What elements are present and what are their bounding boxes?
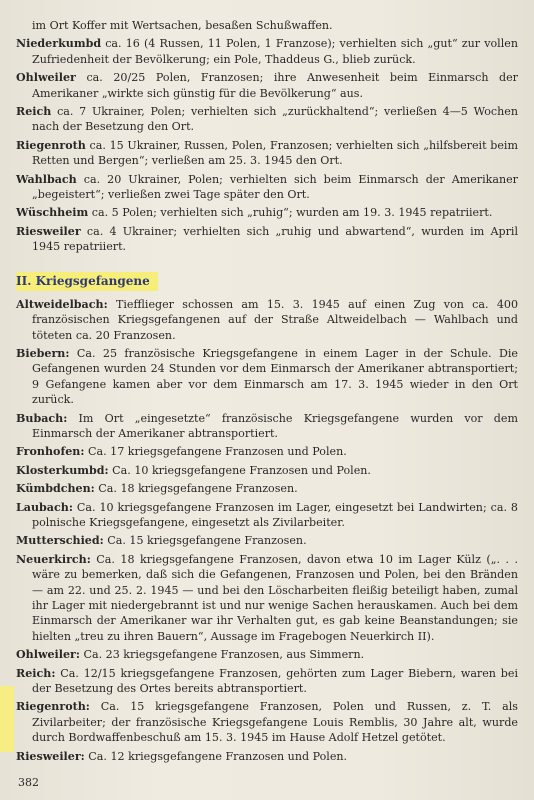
entry-mutterschied: Mutterschied: Ca. 15 kriegsgefangene Franzosen. [16, 534, 307, 548]
place-name: Wahlbach [16, 172, 77, 186]
place-name: Reich [16, 105, 52, 119]
place-name: Altweidelbach: [16, 297, 108, 311]
place-name: Ohlweiler [16, 71, 76, 85]
entry-altweidelbach: Altweidelbach: Tiefflieger schossen am 15. 3. 1945 auf einen Zug von ca. 400 französischen Kriegsgefangenen auf der Straße Altweidelbach — Wahlbach und töteten ca. 20 Franzosen. [16, 297, 518, 342]
entry-reich-pow: Reich: Ca. 12/15 kriegsgefangene Franzosen, gehörten zum Lager Biebern, waren bei der Besetzung des Ortes bereits abtransportiert. [16, 666, 518, 696]
entry-bubach: Bubach: Im Ort „eingesetzte“ französische Kriegsgefangene wurden vor dem Einmarsch der Amerikaner abtransportiert. [16, 411, 518, 440]
place-name: Ohlweiler: [16, 648, 80, 662]
place-name: Laubach: [16, 500, 73, 514]
entry-biebern: Biebern: Ca. 25 französische Kriegsgefangene in einem Lager in der Schule. Die Gefangenen wurden 24 Stunden vor dem Einmarsch der Amerikaner abtransportiert; 9 Gefangene kamen aber vor dem Einmarsch am 17. 3. 1945 wieder in den Ort zurück. [16, 346, 518, 407]
entry-niederkumbd: Niederkumbd ca. 16 (4 Russen, 11 Polen, 1 Franzose); verhielten sich „gut“ zur vollen Zufriedenheit der Bevölkerung; ein Pole, Thaddeus G., blieb zurück. [16, 37, 518, 66]
entry-wueschheim: Wüschheim ca. 5 Polen; verhielten sich „ruhig“; wurden am 19. 3. 1945 repatriiert. [16, 206, 493, 220]
entry-riegenroth: Riegenroth ca. 15 Ukrainer, Russen, Polen, Franzosen; verhielten sich „hilfsbereit beim Retten und Bergen“; verließen am 25. 3. 1945 den Ort. [16, 138, 518, 168]
place-name: Riegenroth: [16, 700, 90, 714]
entry-fronhofen: Fronhofen: Ca. 17 kriegsgefangene Franzosen und Polen. [16, 445, 347, 459]
place-name: Niederkumbd [16, 37, 102, 51]
place-name: Riesweiler: [16, 749, 85, 763]
entry-riesweiler: Riesweiler ca. 4 Ukrainer; verhielten sich „ruhig und abwartend“, wurden im April 1945 repatriiert. [16, 224, 518, 254]
entry-kuembdchen: Kümbdchen: Ca. 18 kriegsgefangene Franzosen. [16, 482, 298, 496]
entry-neuerkirch: Neuerkirch: Ca. 18 kriegsgefangene Franzosen, davon etwa 10 im Lager Külz („. . . wäre zu bemerken, daß sich die Gefangenen, Franzosen und Polen, bei den Bränden — am 22. und 25. 2. 1945 — und bei den Löscharbeiten fleißig beteiligt haben, zumal ihr Lager mit niedergebrannt ist und nur wenige Sachen herauskamen. Auch bei dem Einmarsch der Amerikaner war ihr Verhalten gut, es gab keine Beanstandungen; sie hielten „treu zu ihren Bauern“, Aussage im Fragebogen Neuerkirch II). [16, 552, 518, 643]
page-number: 382 [18, 776, 39, 789]
place-name: Neuerkirch: [16, 552, 91, 566]
entry-riesweiler-pow: Riesweiler: Ca. 12 kriegsgefangene Franzosen und Polen. [16, 749, 348, 763]
entry-laubach: Laubach: Ca. 10 kriegsgefangene Franzosen im Lager, eingesetzt bei Landwirten; ca. 8 polnische Kriegsgefangene, eingesetzt als Zivilarbeiter. [16, 500, 518, 529]
entry-ohlweiler-pow: Ohlweiler: Ca. 23 kriegsgefangene Franzosen, aus Simmern. [16, 648, 365, 662]
place-name: Fronhofen: [16, 445, 85, 459]
place-name: Wüschheim [16, 206, 89, 220]
entry-ohlweiler: Ohlweiler ca. 20/25 Polen, Franzosen; ihre Anwesenheit beim Einmarsch der Amerikaner „wirkte sich günstig für die Bevölkerung“ aus. [16, 71, 518, 100]
place-name: Biebern: [16, 346, 70, 360]
place-name: Klosterkumbd: [16, 463, 109, 477]
entry-wahlbach: Wahlbach ca. 20 Ukrainer, Polen; verhielten sich beim Einmarsch der Amerikaner „begeistert“; verließen zwei Tage später den Ort. [16, 172, 518, 202]
place-name: Reich: [16, 666, 56, 680]
entries-top [16, 18, 518, 255]
place-name: Kümbdchen: [16, 482, 95, 496]
place-name: Riegenroth [16, 138, 86, 152]
place-name: Bubach: [16, 411, 68, 425]
section-heading: II. Kriegsgefangene [16, 272, 158, 291]
place-name: Mutterschied: [16, 534, 104, 548]
entry-reich: Reich ca. 7 Ukrainer, Polen; verhielten sich „zurückhaltend“; verließen 4—5 Wochen nach der Besetzung den Ort. [16, 105, 518, 134]
entry-klosterkumbd: Klosterkumbd: Ca. 10 kriegsgefangene Franzosen und Polen. [16, 463, 371, 477]
entries-pow [16, 297, 518, 764]
place-name: Riesweiler [16, 224, 81, 238]
entry-riegenroth-pow: Riegenroth: Ca. 15 kriegsgefangene Franzosen, Polen und Russen, z. T. als Zivilarbeiter; der französische Kriegsgefangene Louis Remblis, 30 Jahre alt, wurde durch Bordwaffenbeschuß am 15. 3. 1945 im Hause Adolf Hetzel getötet. [16, 700, 518, 745]
highlighter-mark [0, 686, 14, 752]
entry-continuation: im Ort Koffer mit Wertsachen, besaßen Schußwaffen. [32, 19, 333, 32]
